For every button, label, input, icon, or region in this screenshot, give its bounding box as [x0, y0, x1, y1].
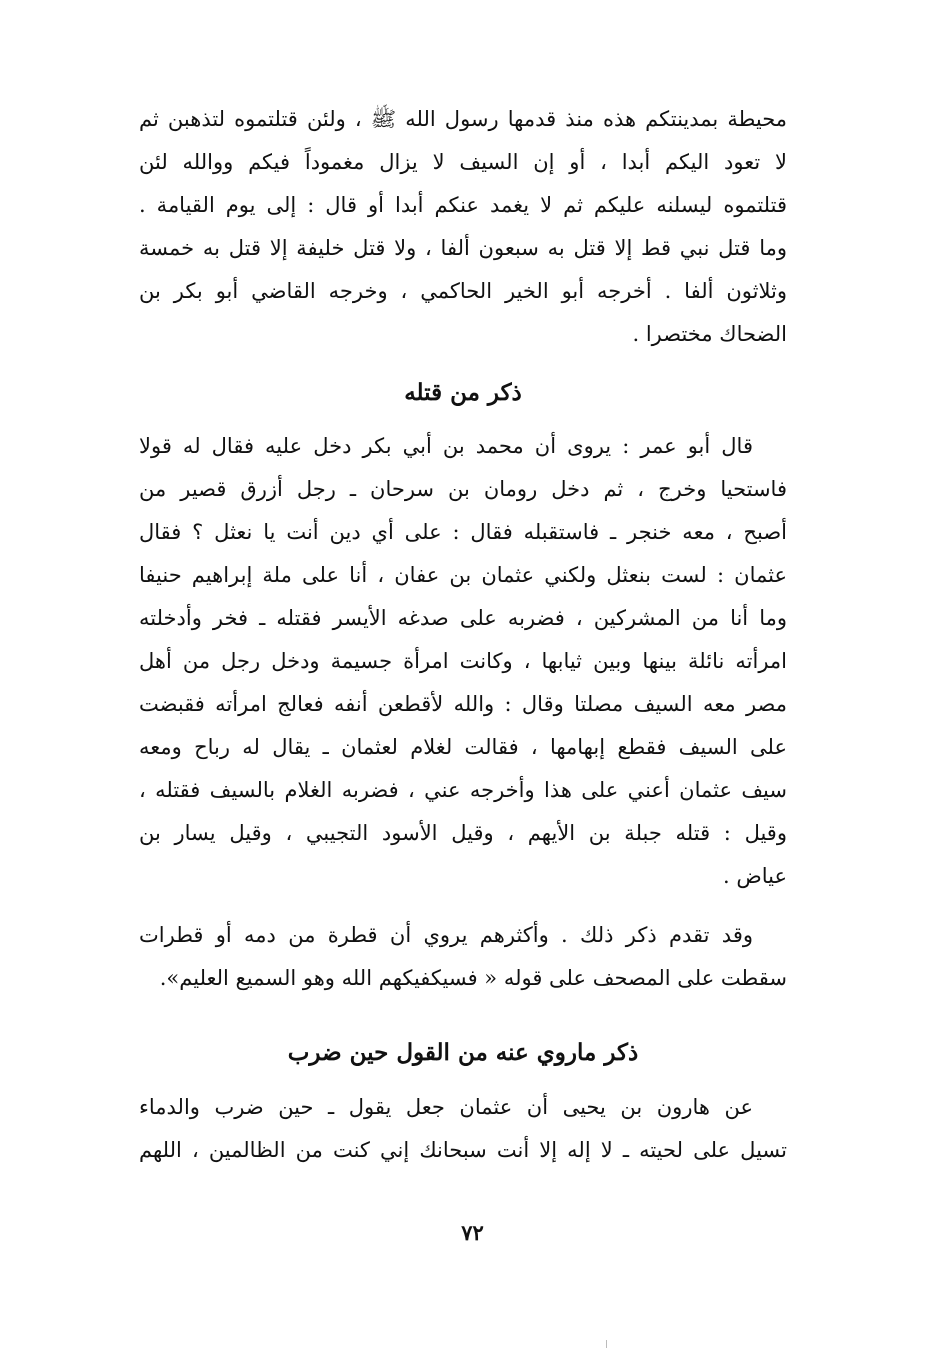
section-heading-killer: ذكر من قتله [404, 379, 522, 406]
text-line: على السيف فقطع إبهامها ، فقالت لغلام لعثمان ـ يقال له رباح ومعه [139, 735, 787, 759]
text-line: عن هارون بن يحيى أن عثمان جعل يقول ـ حين ضرب والدماء [139, 1095, 753, 1119]
text-line: سيف عثمان أعني على هذا وأخرجه عني ، فضربه الغلام بالسيف فقتله ، [139, 778, 787, 802]
text-line: وما أنا من المشركين ، فضربه على صدغه الأيسر فقتله ـ فخر وأدخلته [139, 606, 787, 630]
text-line: وقيل : قتله جبلة بن الأيهم ، وقيل الأسود التجيبي ، وقيل يسار بن [139, 821, 787, 845]
text-line: فاستحيا وخرج ، ثم دخل رومان بن سرحان ـ رجل أزرق قصير من [139, 477, 787, 501]
text-line: لا تعود اليكم أبدا ، أو إن السيف لا يزال مغموداً فيكم ووالله لئن [139, 150, 787, 174]
text-line: وقد تقدم ذكر ذلك . وأكثرهم يروي أن قطرة من دمه أو قطرات [139, 923, 753, 947]
text-line: أصبح ، معه خنجر ـ فاستقبله فقال : على أي دين أنت يا نعثل ؟ فقال [139, 520, 787, 544]
text-line: قتلتموه ليسلنه عليكم ثم لا يغمد عنكم أبدا أو قال : إلى يوم القيامة . [139, 193, 787, 217]
text-line: وثلاثون ألفا . أخرجه أبو الخير الحاكمي ، وخرجه القاضي أبو بكر بن [139, 279, 787, 303]
text-line: قال أبو عمر : يروى أن محمد بن أبي بكر دخل عليه فقال له قولا [139, 434, 753, 458]
text-line: مصر معه السيف مصلتا وقال : والله لأقطعن أنفه فعالج امرأته فقبضت [139, 692, 787, 716]
text-line: سقطت على المصحف على قوله « فسيكفيكهم الله وهو السميع العليم». [159, 966, 787, 990]
paragraph-blood-drop [139, 914, 787, 1000]
text-line: امرأته نائلة بينها وبين ثيابها ، وكانت امرأة جسيمة ودخل رجل من أهل [139, 649, 787, 673]
scan-mark [606, 1340, 607, 1348]
text-line: تسيل على لحيته ـ لا إله إلا أنت سبحانك إني كنت من الظالمين ، اللهم [139, 1138, 787, 1162]
paragraph-killing-account [139, 425, 787, 898]
text-line: وما قتل نبي قط إلا قتل به سبعون ألفا ، ولا قتل خليفة إلا قتل به خمسة [139, 236, 787, 260]
section-heading-last-words: ذكر ماروي عنه من القول حين ضرب [287, 1039, 639, 1066]
text-line: عياض . [722, 864, 787, 888]
paragraph-continuation [139, 98, 787, 356]
paragraph-last-words [139, 1086, 787, 1172]
text-line: الضحاك مختصرا . [632, 322, 787, 346]
text-line: عثمان : لست بنعثل ولكني عثمان بن عفان ، أنا على ملة إبراهيم حنيفا [139, 563, 787, 587]
text-line: محيطة بمدينتكم هذه منذ قدمها رسول الله ﷺ ، ولئن قتلتموه لتذهبن ثم [139, 107, 787, 131]
page-number: ٧٢ [461, 1220, 484, 1245]
